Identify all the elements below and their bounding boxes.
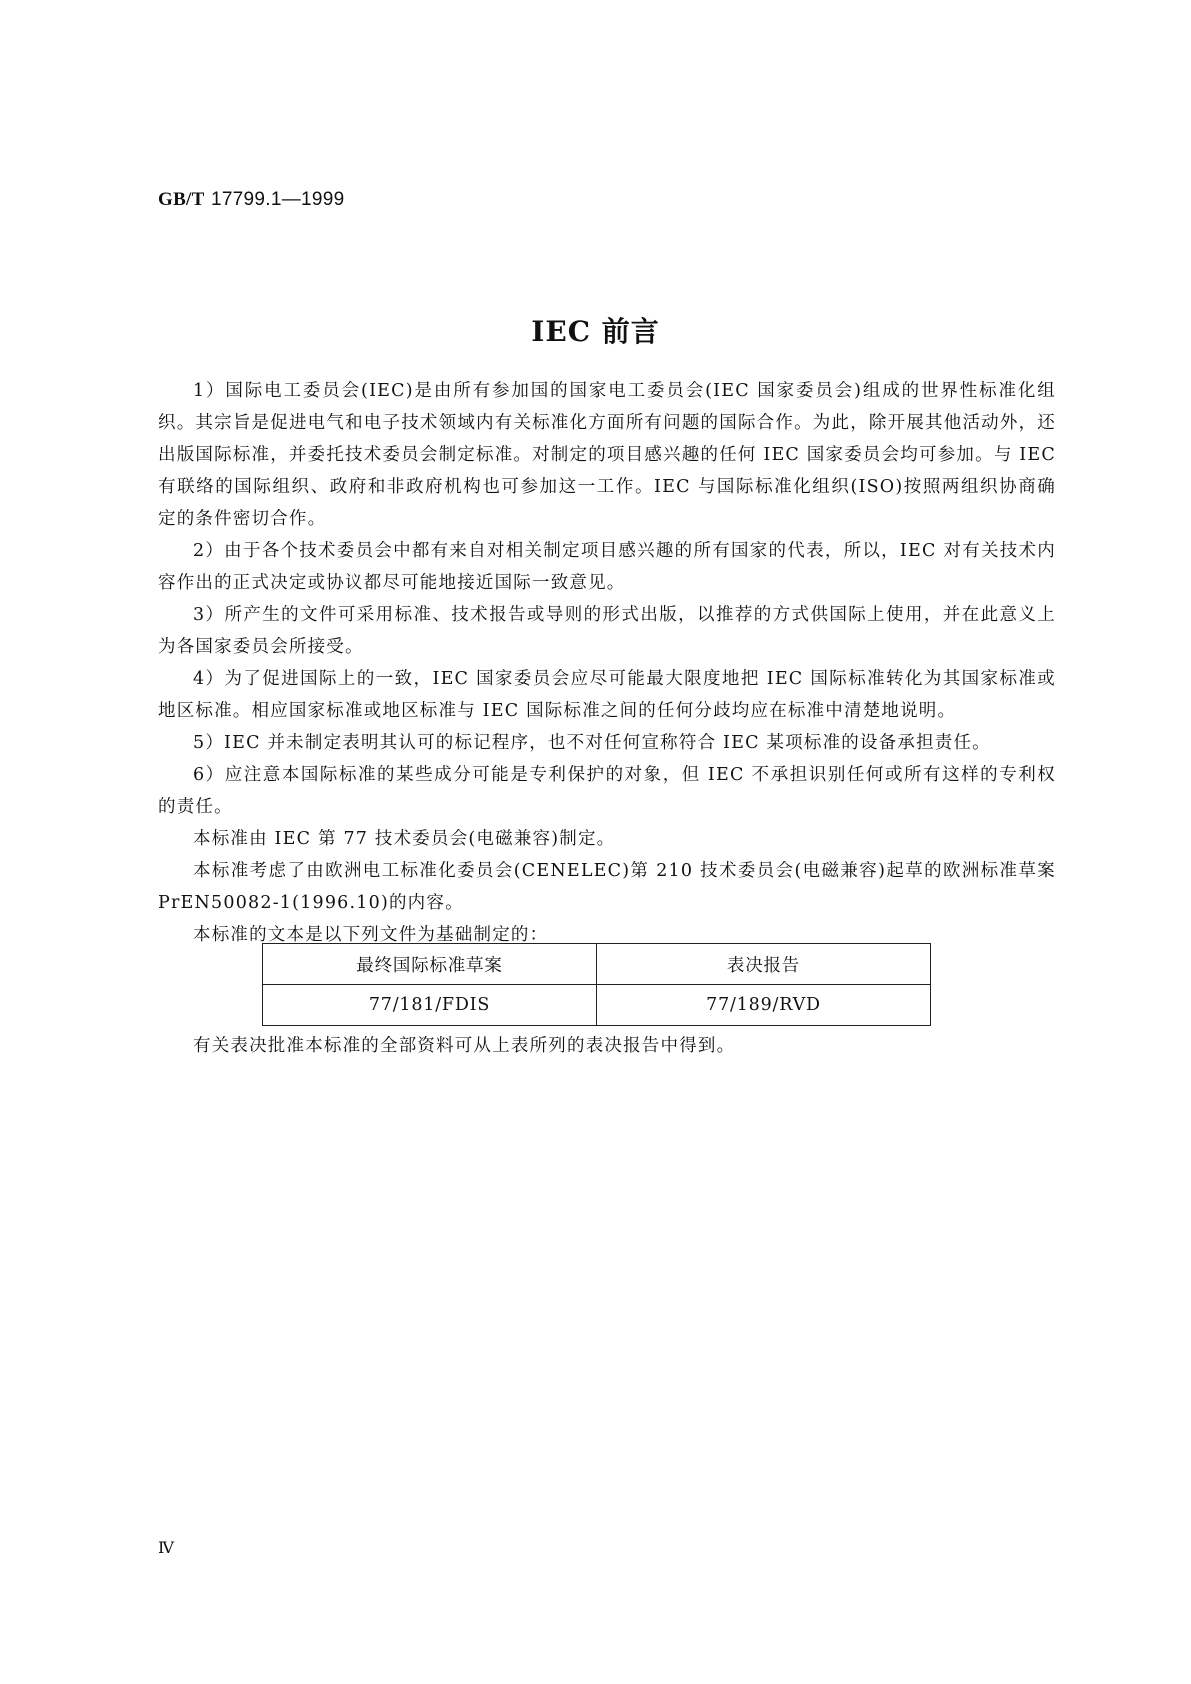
- standard-number: 17799.1—1999: [210, 189, 345, 210]
- paragraph-4: 4）为了促进国际上的一致，IEC 国家委员会应尽可能最大限度地把 IEC 国际标准转化为其国家标准或地区标准。相应国家标准或地区标准与 IEC 国际标准之间的任何分歧均应在标准中清楚地说明。: [158, 669, 1056, 721]
- paragraph-basis: 本标准的文本是以下列文件为基础制定的：: [193, 925, 549, 945]
- table-header-rvd: 表决报告: [597, 944, 931, 985]
- document-code: [158, 188, 345, 211]
- paragraph-6: 6）应注意本国际标准的某些成分可能是专利保护的对象，但 IEC 不承担识别任何或所有这样的专利权的责任。: [158, 765, 1056, 817]
- paragraph-5: 5）IEC 并未制定表明其认可的标记程序，也不对任何宣称符合 IEC 某项标准的设备承担责任。: [193, 733, 991, 753]
- table-header-fdis: 最终国际标准草案: [263, 944, 597, 985]
- table-header-row: [263, 944, 931, 985]
- paragraph-1: 1）国际电工委员会(IEC)是由所有参加国的国家电工委员会(IEC 国家委员会)组成的世界性标准化组织。其宗旨是促进电气和电子技术领域内有关标准化方面所有问题的国际合作。为此，除开展其他活动外，还出版国际标准，并委托技术委员会制定标准。对制定的项目感兴趣的任何 IEC 国家委员会均可参加。与 IEC 有联络的国际组织、政府和非政府机构也可参加这一工作。IEC 与国际标准化组织(ISO)按照两组织协商确定的条件密切合作。: [158, 381, 1056, 529]
- paragraph-2: 2）由于各个技术委员会中都有来自对相关制定项目感兴趣的所有国家的代表，所以，IEC 对有关技术内容作出的正式决定或协议都尽可能地接近国际一致意见。: [158, 541, 1056, 593]
- foreword-body: [158, 375, 1056, 951]
- paragraph-committee: 本标准由 IEC 第 77 技术委员会(电磁兼容)制定。: [193, 829, 616, 849]
- table-cell-rvd: 77/189/RVD: [597, 985, 931, 1026]
- table-cell-fdis: 77/181/FDIS: [263, 985, 597, 1026]
- paragraph-3: 3）所产生的文件可采用标准、技术报告或导则的形式出版，以推荐的方式供国际上使用，并在此意义上为各国家委员会所接受。: [158, 605, 1056, 657]
- reference-documents-table: [262, 943, 931, 1026]
- table-row: [263, 985, 931, 1026]
- closing-paragraph: 有关表决批准本标准的全部资料可从上表所列的表决报告中得到。: [193, 1036, 736, 1056]
- page-number: Ⅳ: [158, 1538, 174, 1557]
- standard-prefix: GB/T: [158, 189, 205, 210]
- paragraph-cenelec: 本标准考虑了由欧洲电工标准化委员会(CENELEC)第 210 技术委员会(电磁兼容)起草的欧洲标准草案 PrEN50082-1(1996.10)的内容。: [158, 861, 1056, 913]
- page-title: IEC 前言: [531, 315, 660, 348]
